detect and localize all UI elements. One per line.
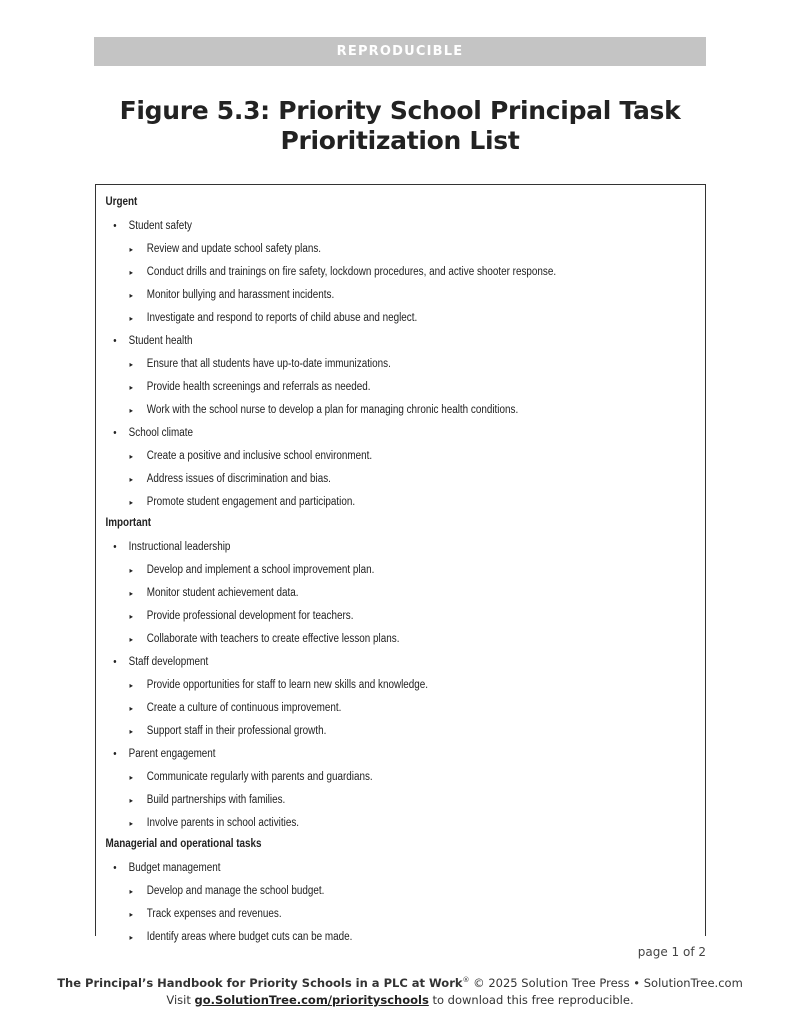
footer-line-1 (0, 972, 800, 992)
book-title: The Principal’s Handbook for Priority Schools in a PLC at Work (57, 975, 463, 990)
section-heading: Managerial and operational tasks (105, 838, 262, 850)
footer-line-2 (0, 992, 800, 1009)
task-list (96, 185, 620, 949)
task-item: ▸ Provide professional development for teachers. (105, 605, 611, 628)
task-item: ▸ Collaborate with teachers to create effective lesson plans. (105, 628, 611, 651)
task-item: ▸ Provide health screenings and referrals as needed. (105, 376, 611, 399)
task-item: ▸ Review and update school safety plans. (105, 238, 611, 261)
task-item: ▸ Involve parents in school activities. (105, 812, 611, 835)
task-item: ▸ Provide opportunities for staff to learn new skills and knowledge. (105, 674, 611, 697)
category-item: • Budget management (105, 857, 611, 880)
task-item: ▸ Develop and manage the school budget. (105, 880, 611, 903)
page-title: Figure 5.3: Priority School Principal Task Prioritization List (119, 96, 681, 155)
task-item: ▸ Address issues of discrimination and bias. (105, 468, 611, 491)
task-item: ▸ Build partnerships with families. (105, 789, 611, 812)
task-item: ▸ Support staff in their professional growth. (105, 720, 611, 743)
task-item: ▸ Investigate and respond to reports of child abuse and neglect. (105, 307, 611, 330)
category-item: • Student safety (105, 215, 611, 238)
task-item: ▸ Develop and implement a school improvement plan. (105, 559, 611, 582)
category-item: • Student health (105, 330, 611, 353)
task-item: ▸ Create a positive and inclusive school environment. (105, 445, 611, 468)
reproducible-banner: REPRODUCIBLE (94, 37, 706, 66)
section-heading: Urgent (105, 196, 138, 208)
task-item: ▸ Promote student engagement and participation. (105, 491, 611, 514)
task-item: ▸ Conduct drills and trainings on fire safety, lockdown procedures, and active shooter response. (105, 261, 611, 284)
category-item: • Instructional leadership (105, 536, 611, 559)
visit-prefix: Visit (166, 992, 195, 1007)
task-list-box (95, 184, 706, 943)
visit-suffix: to download this free reproducible. (428, 992, 634, 1007)
task-item: ▸ Communicate regularly with parents and guardians. (105, 766, 611, 789)
category-item: • Staff development (105, 651, 611, 674)
task-item: ▸ Monitor student achievement data. (105, 582, 611, 605)
task-item: ▸ Ensure that all students have up-to-date immunizations. (105, 353, 611, 376)
download-link[interactable]: go.SolutionTree.com/priorityschools (194, 992, 429, 1007)
task-item: ▸ Monitor bullying and harassment incidents. (105, 284, 611, 307)
category-item: • Parent engagement (105, 743, 611, 766)
task-item: ▸ Work with the school nurse to develop a plan for managing chronic health conditions. (105, 399, 611, 422)
task-item: ▸ Create a culture of continuous improvement. (105, 697, 611, 720)
footer (0, 972, 800, 1009)
task-item: ▸ Track expenses and revenues. (105, 903, 611, 926)
registered-mark: ® (462, 976, 470, 984)
copyright-text: © 2025 Solution Tree Press • SolutionTree.com (469, 975, 743, 990)
task-item: ▸ Identify areas where budget cuts can be made. (105, 926, 611, 949)
section-heading: Important (105, 517, 152, 529)
page-number: page 1 of 2 (637, 945, 706, 959)
category-item: • School climate (105, 422, 611, 445)
